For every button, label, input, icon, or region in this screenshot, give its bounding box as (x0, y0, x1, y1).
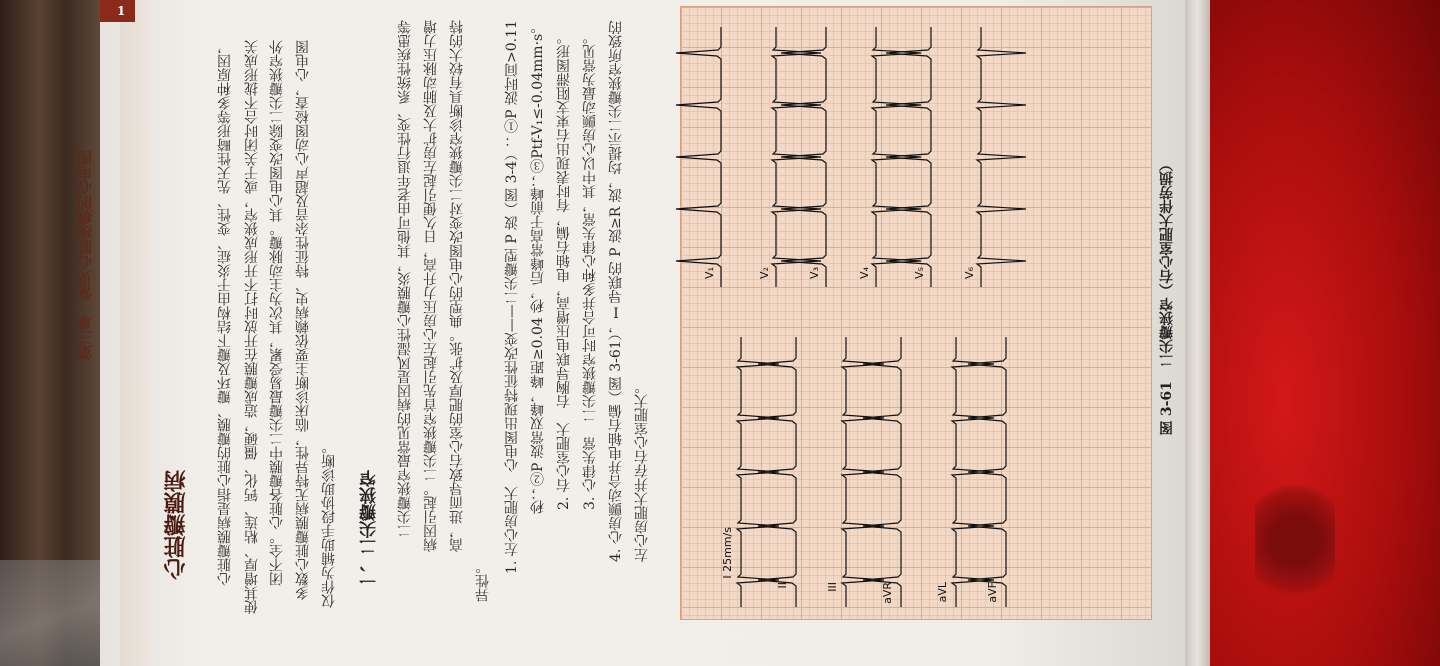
body-line-2: 病因引起。二尖瓣狭窄首先引起左心房压力升高，日久便引起左房扩大及肺动脉压力增 (423, 20, 439, 552)
book-page (76, 0, 1210, 666)
ecg-lead-label-limb-6: aVF (986, 582, 999, 603)
ecg-chest-lead-6 (977, 27, 1026, 287)
page-number: 1 (117, 4, 126, 18)
ecg-chest-lead-2 (772, 27, 821, 287)
item-line-1: 1. 左心房肥大 心电图出现特征性改变——二尖瓣型 P 波（图 3-4）：①P 波时间>0.11 (504, 20, 520, 574)
ecg-lead-label-chest-2: V₂ (758, 267, 771, 279)
ecg-lead-label-limb-4: aVR (881, 582, 894, 604)
chapter-heading: 第三章 常见心脏疾病的心电图 (76, 150, 94, 360)
section-title: 心脏瓣膜病 (163, 470, 189, 580)
item-line-6: 左心房肥大并存右心室肥大。 (634, 380, 650, 562)
item-line-4: 3. 心律失常 二尖瓣狭窄时可合并多种心律失常，其中以心房颤动最为常见。 (582, 30, 598, 510)
body-line-4: 异性。 (475, 560, 491, 602)
page-header-band (120, 0, 150, 666)
ecg-chest-lead-1 (676, 27, 721, 287)
ecg-lead-label-limb-5: aVL (936, 582, 949, 603)
intro-line-2: 使其增厚、粘连、钙化、僵硬，造成瓣膜在开放时打不开形成狭窄，或于关闭时合不拢形成关 (244, 40, 260, 614)
ecg-figure (680, 6, 1152, 620)
intro-line-1: 心脏瓣膜病是指心脏的瓣膜、瓣环及瓣下结构由于炎症、变性、先天性畸形等多种原因， (217, 40, 233, 586)
ecg-traces (681, 7, 1151, 619)
item-line-3: 2. 右心室肥大 右胸导联电压增高，电轴右偏，有时表现出右束支阻滞图形。 (556, 30, 572, 510)
intro-line-3: 闭不全。心脏各瓣膜中二尖瓣最易受累，其次为主动脉瓣。其心电图改变除二尖瓣狭窄外 (269, 40, 285, 586)
ecg-lead-label-chest-1: V₁ (703, 267, 716, 279)
figure-caption: 图 3-61 二尖瓣狭窄（右心室肥大伴劳损） (1159, 157, 1175, 435)
lace-detail (1255, 470, 1335, 610)
ecg-lead-label-limb-1: I 25mm/s (721, 527, 734, 579)
ecg-lead-label-chest-6: V₆ (963, 267, 976, 279)
item-line-2: 秒；②P 波常双峰，峰距≥0.04 秒，后峰常高于前峰；③Ptf-V₁≤-0.04mm·s。 (530, 20, 546, 515)
intro-line-5: 仅作为辅助手段协助诊断。 (321, 440, 337, 608)
body-line-1: 二尖瓣狭窄最常见的病因是风湿性心瓣膜炎，其他可由老年退行性变、系统性疾患等 (397, 20, 413, 538)
ecg-lead-label-limb-3: III (826, 582, 839, 592)
body-line-3: 高，进而导致右心室的肥厚及扩张。典型的心电图改变对二尖瓣狭窄诊断具有较大的特 (449, 20, 465, 552)
ecg-lead-label-chest-5: V₅ (913, 267, 926, 279)
ecg-lead-label-chest-4: V₄ (858, 267, 871, 279)
subsection-title: 一、二尖瓣狭窄 (360, 470, 380, 589)
ecg-chest-lead-5 (886, 27, 931, 287)
ecg-lead-label-chest-3: V₃ (808, 267, 821, 279)
page-edge (1185, 0, 1210, 666)
intro-line-4: 多数心脏瓣膜病无特异性，临床诊断主要依赖病史、特征性杂音及超声心动图检查，心电图 (295, 40, 311, 600)
item-line-5: 4. 心房颤动合并电轴右偏（图 3-61），Ⅰ导联的 P 波≥R 波，均提示二尖瓣狭窄所致的 (608, 20, 624, 562)
ecg-chest-lead-4 (872, 27, 921, 287)
ecg-lead-label-limb-2: II (776, 582, 789, 589)
